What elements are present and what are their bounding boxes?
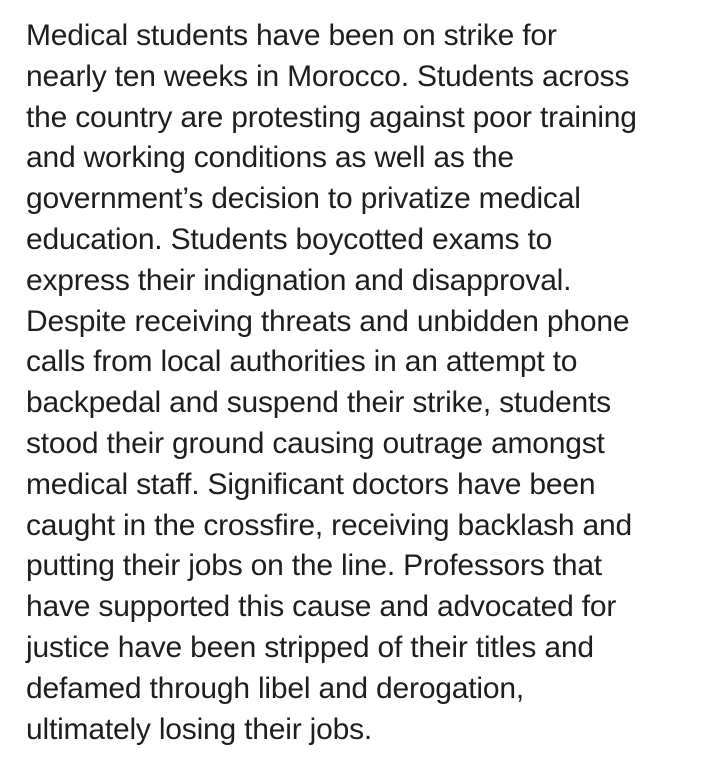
post-line: education. Students boycotted exams to xyxy=(26,222,553,256)
post-text xyxy=(26,16,706,750)
post-line: express their indignation and disapproval. xyxy=(26,263,572,297)
post-line: nearly ten weeks in Morocco. Students across xyxy=(26,59,630,93)
post-line: Medical students have been on strike for xyxy=(26,19,557,52)
post-line: Despite receiving threats and unbidden phone xyxy=(26,304,630,338)
post-line: defamed through libel and derogation, xyxy=(26,671,524,705)
post-line: have supported this cause and advocated for xyxy=(26,590,617,624)
post-line: medical staff. Significant doctors have been xyxy=(26,467,596,501)
post-line: justice have been stripped of their titles and xyxy=(26,630,594,664)
post-line: stood their ground causing outrage amongst xyxy=(26,426,605,460)
post-line: and working conditions as well as the xyxy=(26,141,514,175)
post-line: calls from local authorities in an attempt to xyxy=(26,345,578,379)
post-line: the country are protesting against poor training xyxy=(26,100,637,134)
post-line: ultimately losing their jobs. xyxy=(26,712,373,746)
post-line: putting their jobs on the line. Professors that xyxy=(26,549,602,583)
post-line: government’s decision to privatize medical xyxy=(26,182,581,216)
post-line: caught in the crossfire, receiving backlash and xyxy=(26,508,632,542)
post-line: backpedal and suspend their strike, students xyxy=(26,386,611,420)
